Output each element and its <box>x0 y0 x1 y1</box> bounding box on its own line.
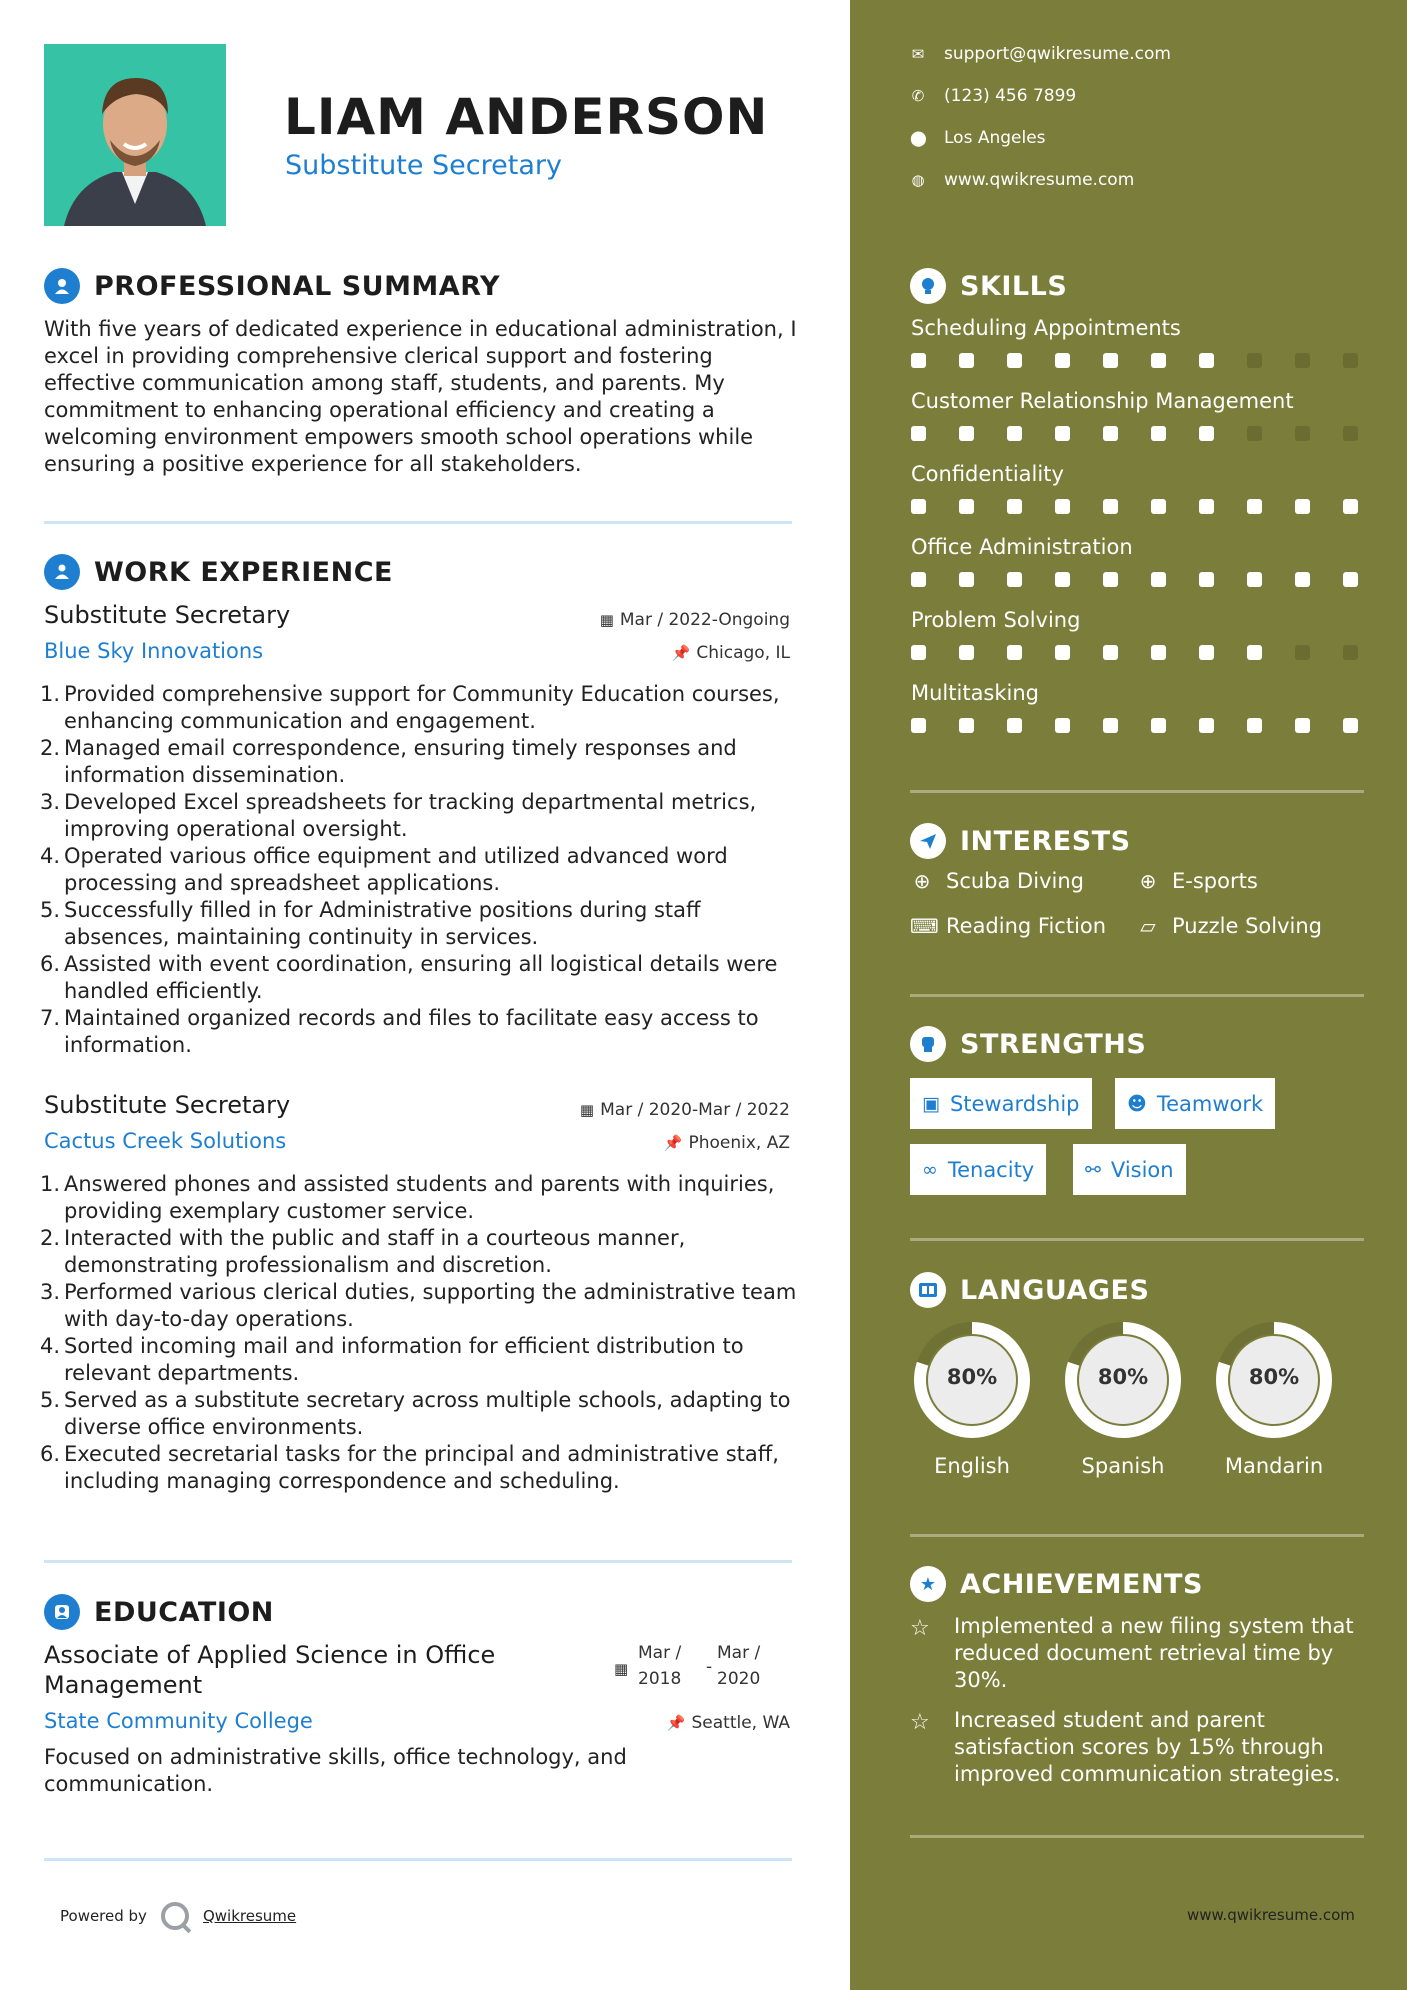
rating-dot <box>911 499 926 514</box>
rating-dot <box>959 572 974 587</box>
rating-dot <box>1199 499 1214 514</box>
list-item: 3. Performed various clerical duties, supporting the administrative team with day-to-day operations. <box>40 1280 797 1331</box>
education-date-separator: - <box>706 1657 713 1677</box>
skill-label: Confidentiality <box>911 462 1064 486</box>
phone-icon: ✆ <box>911 87 925 105</box>
list-item: 6. Executed secretarial tasks for the principal and administrative staff, including managing correspondence and scheduling. <box>40 1442 779 1493</box>
location-text: Los Angeles <box>944 128 1046 148</box>
rating-dot <box>959 718 974 733</box>
gamepad-icon: ⌨ <box>910 914 939 938</box>
rating-dot <box>959 499 974 514</box>
interests-title: INTERESTS <box>960 825 1131 857</box>
rating-dot <box>1199 645 1214 660</box>
rating-dot <box>1055 572 1070 587</box>
education-end-date <box>717 1640 760 1692</box>
rating-dot <box>1199 353 1214 368</box>
education-title: EDUCATION <box>94 1596 274 1628</box>
pin-icon: 📌 <box>666 1714 686 1732</box>
summary-text: With five years of dedicated experience in educational administration, I excel in providing comprehensive clerical support and fostering effective communication among staff, students, and parents. My commitment to enhancing operational efficiency and creating a welcoming environment empowers smooth school operations while ensuring a positive experience for all stakeholders. <box>44 317 797 476</box>
education-location <box>667 1713 790 1733</box>
skill-label: Problem Solving <box>911 608 1081 632</box>
interest-item: ▱ Puzzle Solving <box>1136 914 1322 938</box>
rating-dot <box>1295 426 1310 441</box>
rating-dot <box>1055 718 1070 733</box>
rating-dot <box>911 426 926 441</box>
job-location <box>664 1133 790 1153</box>
rating-dot <box>1055 499 1070 514</box>
rating-dot <box>1247 353 1262 368</box>
skills-title: SKILLS <box>960 270 1068 302</box>
rating-dot <box>1295 572 1310 587</box>
strength-tag: ☻ Teamwork <box>1115 1078 1275 1129</box>
language-name: Spanish <box>1081 1454 1165 1478</box>
achievement-item: ☆ Implemented a new filing system that reduced document retrieval time by 30%. <box>910 1614 1354 1692</box>
list-item: 6. Assisted with event coordination, ensuring all logistical details were handled efficiently. <box>40 952 778 1003</box>
skill-rating <box>911 426 1358 441</box>
rating-dot <box>1199 718 1214 733</box>
job-location-text: Chicago, IL <box>696 643 790 663</box>
list-item: 4. Sorted incoming mail and information for efficient distribution to relevant departments. <box>40 1334 744 1385</box>
translate-icon <box>910 1272 946 1308</box>
lifebuoy-icon: ⊕ <box>913 869 931 893</box>
strengths-title: STRENGTHS <box>960 1028 1147 1060</box>
candidate-role: Substitute Secretary <box>285 150 562 181</box>
contact-location <box>910 128 1046 148</box>
email-text[interactable]: support@qwikresume.com <box>944 44 1171 64</box>
section-divider <box>44 521 792 524</box>
rating-dot <box>1007 572 1022 587</box>
education-end-month: Mar / <box>717 1643 761 1663</box>
section-divider <box>44 1858 792 1861</box>
rating-dot <box>1055 426 1070 441</box>
list-item: 1. Provided comprehensive support for Community Education courses, enhancing communication and engagement. <box>40 682 780 733</box>
skill-rating <box>911 718 1358 733</box>
list-item: 5. Successfully filled in for Administrative positions during staff absences, maintaining continuity in services. <box>40 898 701 949</box>
job-responsibilities <box>40 1171 804 1495</box>
rating-dot <box>1199 572 1214 587</box>
contact-email <box>910 44 1171 64</box>
rating-dot <box>1007 426 1022 441</box>
calendar-icon: ▦ <box>579 1101 595 1119</box>
profile-photo <box>44 44 226 226</box>
rating-dot <box>1103 499 1118 514</box>
strengths-heading <box>910 1026 1146 1062</box>
briefcase-icon: ▣ <box>922 1092 940 1115</box>
education-description: Focused on administrative skills, office technology, and communication. <box>44 1745 627 1796</box>
rating-dot <box>1343 718 1358 733</box>
strength-tag: ⚯ Vision <box>1073 1144 1186 1195</box>
list-item: 3. Developed Excel spreadsheets for tracking departmental metrics, improving operational oversight. <box>40 790 757 841</box>
rating-dot <box>1103 572 1118 587</box>
rating-dot <box>1151 499 1166 514</box>
rating-dot <box>1007 718 1022 733</box>
rating-dot <box>1343 645 1358 660</box>
rating-dot <box>1151 572 1166 587</box>
rating-dot <box>1103 353 1118 368</box>
star-icon: ☆ <box>910 1616 930 1641</box>
rating-dot <box>1295 499 1310 514</box>
interests-heading <box>910 823 1131 859</box>
globe-icon: ◍ <box>911 171 925 189</box>
work-heading <box>44 554 393 590</box>
education-location-text: Seattle, WA <box>691 1713 790 1733</box>
interest-item: ⊕ E-sports <box>1136 869 1258 893</box>
rating-dot <box>1007 353 1022 368</box>
rating-dot <box>1247 718 1262 733</box>
list-item: 2. Interacted with the public and staff in a courteous manner, demonstrating professionalism and discretion. <box>40 1226 686 1277</box>
star-icon: ☆ <box>910 1710 930 1735</box>
binoculars-icon: ⚯ <box>1085 1158 1101 1181</box>
degree-title: Associate of Applied Science in Office Management <box>44 1641 496 1699</box>
rating-dot <box>1343 572 1358 587</box>
languages-title: LANGUAGES <box>960 1274 1150 1306</box>
achievement-item: ☆ Increased student and parent satisfaction scores by 15% through improved communication strategies. <box>910 1708 1341 1786</box>
map-marker-icon: ⬤ <box>910 129 927 147</box>
lifebuoy-icon: ⊕ <box>1139 869 1157 893</box>
language-name: English <box>934 1454 1010 1478</box>
language-percent: 80% <box>1097 1365 1149 1389</box>
rating-dot <box>1247 645 1262 660</box>
rating-dot <box>1055 353 1070 368</box>
job-title: Substitute Secretary <box>44 1091 291 1119</box>
language-item <box>1212 1318 1336 1478</box>
contact-phone <box>910 86 1076 106</box>
skill-label: Office Administration <box>911 535 1133 559</box>
qwikresume-link[interactable]: Qwikresume <box>202 1907 297 1925</box>
rating-dot <box>1103 718 1118 733</box>
calendar-icon: ▦ <box>599 611 614 629</box>
users-icon: ☻ <box>1127 1092 1147 1115</box>
rating-dot <box>1151 718 1166 733</box>
rating-dot <box>1247 572 1262 587</box>
job-date <box>580 1100 790 1120</box>
rating-dot <box>1343 499 1358 514</box>
rating-dot <box>959 353 974 368</box>
job-location <box>672 643 790 663</box>
rating-dot <box>1007 645 1022 660</box>
star-icon: ★ <box>910 1566 946 1602</box>
job-company: Blue Sky Innovations <box>44 639 264 663</box>
rating-dot <box>1151 353 1166 368</box>
contact-website <box>910 170 1134 190</box>
skill-label: Multitasking <box>911 681 1040 705</box>
rating-dot <box>1343 426 1358 441</box>
rating-dot <box>1343 353 1358 368</box>
language-percent: 80% <box>946 1365 998 1389</box>
user-icon <box>44 268 80 304</box>
section-divider <box>910 790 1364 793</box>
language-percent: 80% <box>1248 1365 1300 1389</box>
phone-text: (123) 456 7899 <box>944 86 1077 106</box>
achievements-title: ACHIEVEMENTS <box>960 1568 1203 1600</box>
job-date-text: Mar / 2020-Mar / 2022 <box>600 1100 790 1120</box>
sidebar <box>850 0 1407 1990</box>
rating-dot <box>1103 645 1118 660</box>
rating-dot <box>911 572 926 587</box>
rating-dot <box>1103 426 1118 441</box>
interest-item: ⊕ Scuba Diving <box>910 869 1084 893</box>
achievements-heading <box>910 1566 1203 1602</box>
list-item: 5. Served as a substitute secretary across multiple schools, adapting to diverse office environments. <box>40 1388 791 1439</box>
footer-website[interactable]: www.qwikresume.com <box>1187 1906 1355 1924</box>
strength-tag: ∞ Tenacity <box>910 1144 1046 1195</box>
candidate-name: LIAM ANDERSON <box>284 88 769 146</box>
language-item <box>1061 1318 1185 1478</box>
languages-heading <box>910 1272 1149 1308</box>
language-item <box>910 1318 1034 1478</box>
envelope-icon: ✉ <box>911 45 925 63</box>
section-divider <box>44 1560 792 1563</box>
book-icon: ▱ <box>1140 914 1156 938</box>
education-start-year: 2018 <box>638 1669 682 1689</box>
skill-label: Scheduling Appointments <box>911 316 1181 340</box>
job-location-text: Phoenix, AZ <box>688 1133 790 1153</box>
graduate-icon <box>44 1594 80 1630</box>
rating-dot <box>1295 645 1310 660</box>
list-item: 4. Operated various office equipment and utilized advanced word processing and spreadsheet applications. <box>40 844 728 895</box>
rating-dot <box>1295 718 1310 733</box>
work-title: WORK EXPERIENCE <box>94 556 393 588</box>
section-divider <box>910 1238 1364 1241</box>
skill-label: Customer Relationship Management <box>911 389 1294 413</box>
section-divider <box>910 994 1364 997</box>
qwikresume-logo-icon <box>161 1902 189 1930</box>
education-end-year: 2020 <box>717 1669 761 1689</box>
language-name: Mandarin <box>1224 1454 1324 1478</box>
fist-icon <box>910 1026 946 1062</box>
rating-dot <box>1247 499 1262 514</box>
strength-tag: ▣ Stewardship <box>910 1078 1092 1129</box>
school-name: State Community College <box>44 1709 313 1733</box>
skill-rating <box>911 353 1358 368</box>
powered-by <box>60 1902 296 1930</box>
rating-dot <box>1151 645 1166 660</box>
skill-rating <box>911 499 1358 514</box>
job-company: Cactus Creek Solutions <box>44 1129 287 1153</box>
rating-dot <box>1055 645 1070 660</box>
lightbulb-icon <box>910 268 946 304</box>
summary-heading <box>44 268 500 304</box>
job-date <box>600 610 790 630</box>
rating-dot <box>1247 426 1262 441</box>
section-divider <box>910 1534 1364 1537</box>
job-date-text: Mar / 2022-Ongoing <box>619 610 790 630</box>
briefcase-user-icon <box>44 554 80 590</box>
rating-dot <box>1295 353 1310 368</box>
website-text[interactable]: www.qwikresume.com <box>944 170 1135 190</box>
rating-dot <box>1151 426 1166 441</box>
powered-by-label: Powered by <box>60 1907 147 1925</box>
interest-item: ⌨ Reading Fiction <box>910 914 1107 938</box>
list-item: 1. Answered phones and assisted students and parents with inquiries, providing exemplary customer service. <box>40 1172 775 1223</box>
calendar-icon: ▦ <box>614 1660 629 1678</box>
rating-dot <box>1199 426 1214 441</box>
link-icon: ∞ <box>922 1158 938 1181</box>
section-divider <box>910 1835 1364 1838</box>
pin-icon: 📌 <box>663 1134 683 1152</box>
rating-dot <box>911 353 926 368</box>
job-title: Substitute Secretary <box>44 601 291 629</box>
rating-dot <box>959 426 974 441</box>
paper-plane-icon <box>910 823 946 859</box>
rating-dot <box>1007 499 1022 514</box>
education-start-month: Mar / <box>638 1643 682 1663</box>
job-responsibilities <box>40 681 804 1059</box>
education-heading <box>44 1594 274 1630</box>
list-item: 2. Managed email correspondence, ensuring timely responses and information dissemination. <box>40 736 737 787</box>
skill-rating <box>911 572 1358 587</box>
rating-dot <box>911 718 926 733</box>
summary-title: PROFESSIONAL SUMMARY <box>94 270 501 302</box>
skill-rating <box>911 645 1358 660</box>
education-start-date <box>638 1640 681 1692</box>
pin-icon: 📌 <box>671 644 691 662</box>
rating-dot <box>911 645 926 660</box>
list-item: 7. Maintained organized records and files to facilitate easy access to information. <box>40 1006 759 1057</box>
rating-dot <box>959 645 974 660</box>
skills-heading <box>910 268 1067 304</box>
